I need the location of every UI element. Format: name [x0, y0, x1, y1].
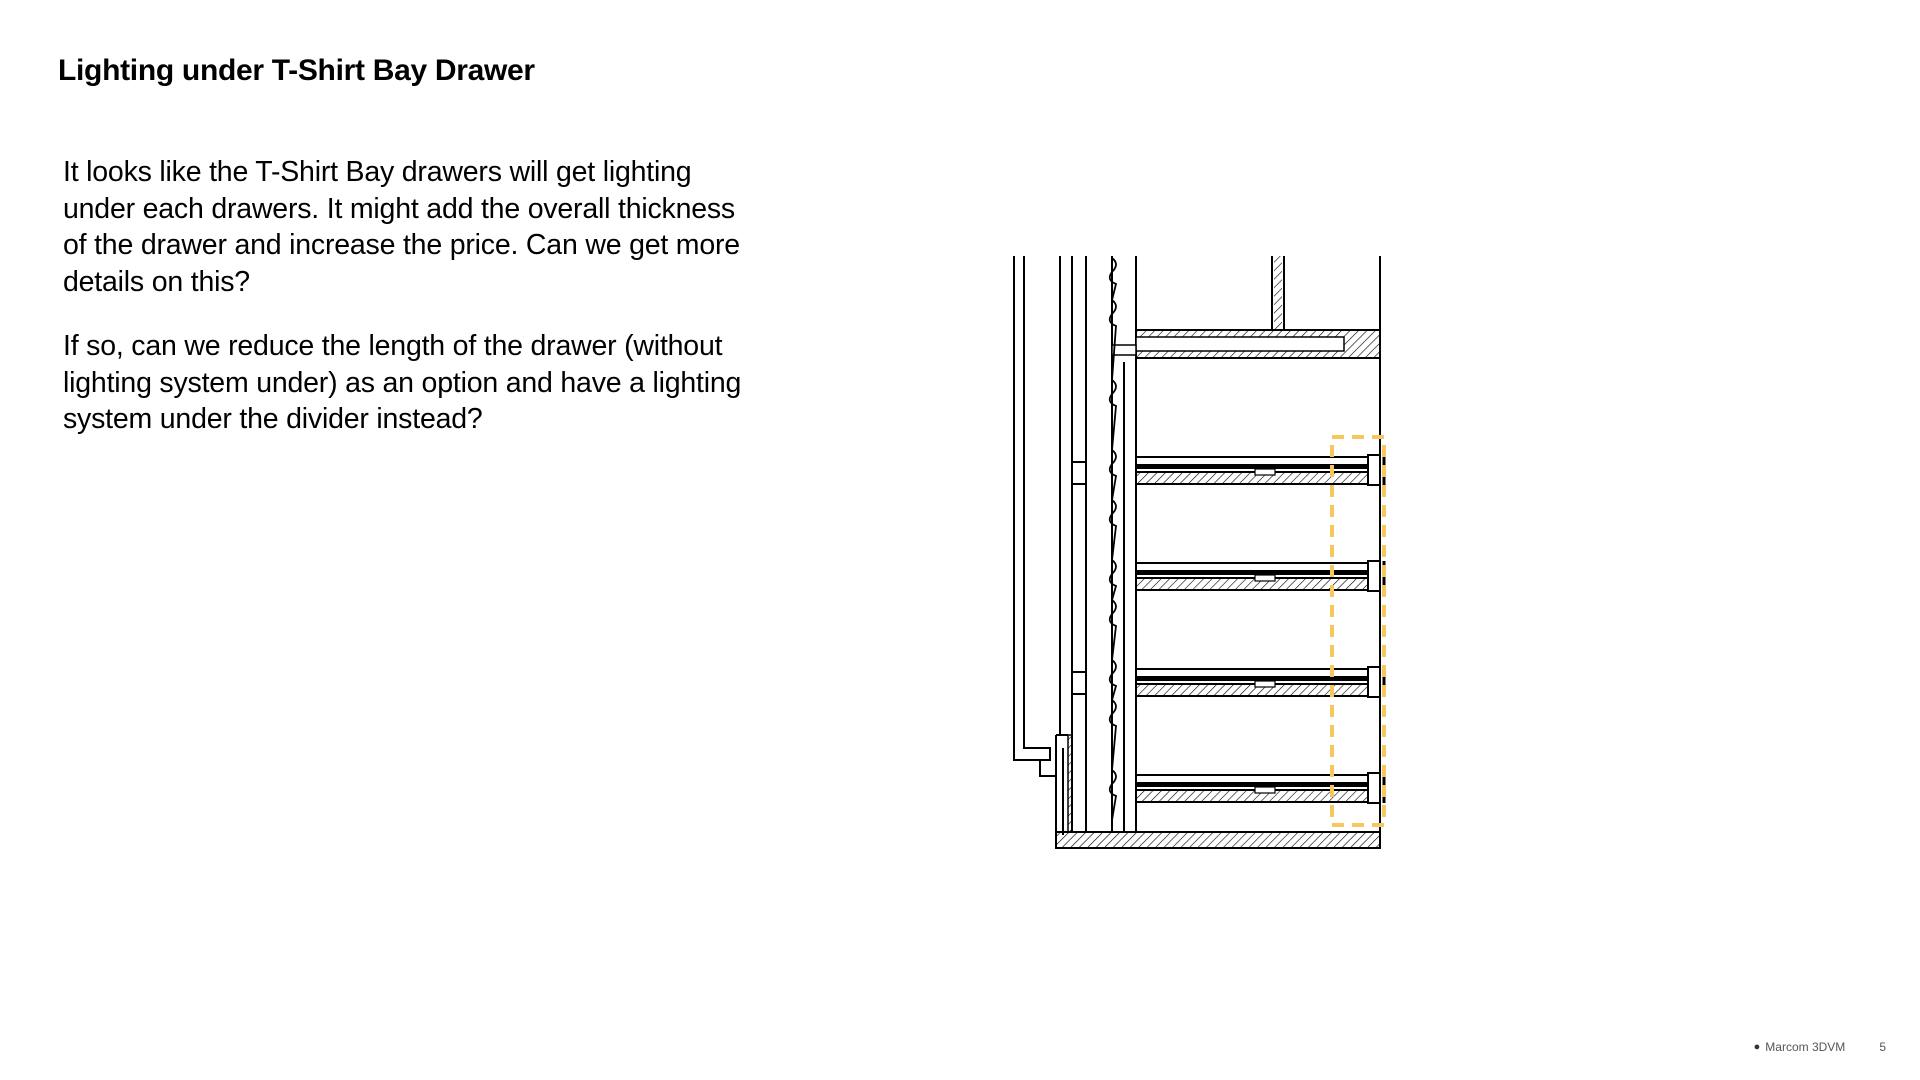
divider-shelf [1112, 330, 1380, 358]
apple-logo-icon: ● [1753, 1041, 1761, 1053]
slide-title: Lighting under T-Shirt Bay Drawer [58, 54, 535, 87]
drawer-1 [1136, 455, 1384, 485]
paragraph-proposal: If so, can we reduce the length of the drawer (without lighting system under) as an option and have a lighting system under the divider instead? [63, 330, 742, 435]
drawer-3 [1136, 667, 1384, 697]
drawer-4 [1136, 773, 1384, 803]
paragraph-question: It looks like the T-Shirt Bay drawers will get lighting under each drawers. It might add the overall thickness of the drawer and increase the price. Can we get more details on this? [63, 156, 740, 298]
drawer-2 [1136, 561, 1384, 591]
page-number: 5 [1879, 1040, 1886, 1054]
footer-brand: Marcom 3DVM [1765, 1040, 1846, 1054]
footer [1754, 1040, 1886, 1054]
lighting-highlight-box [1332, 437, 1384, 825]
